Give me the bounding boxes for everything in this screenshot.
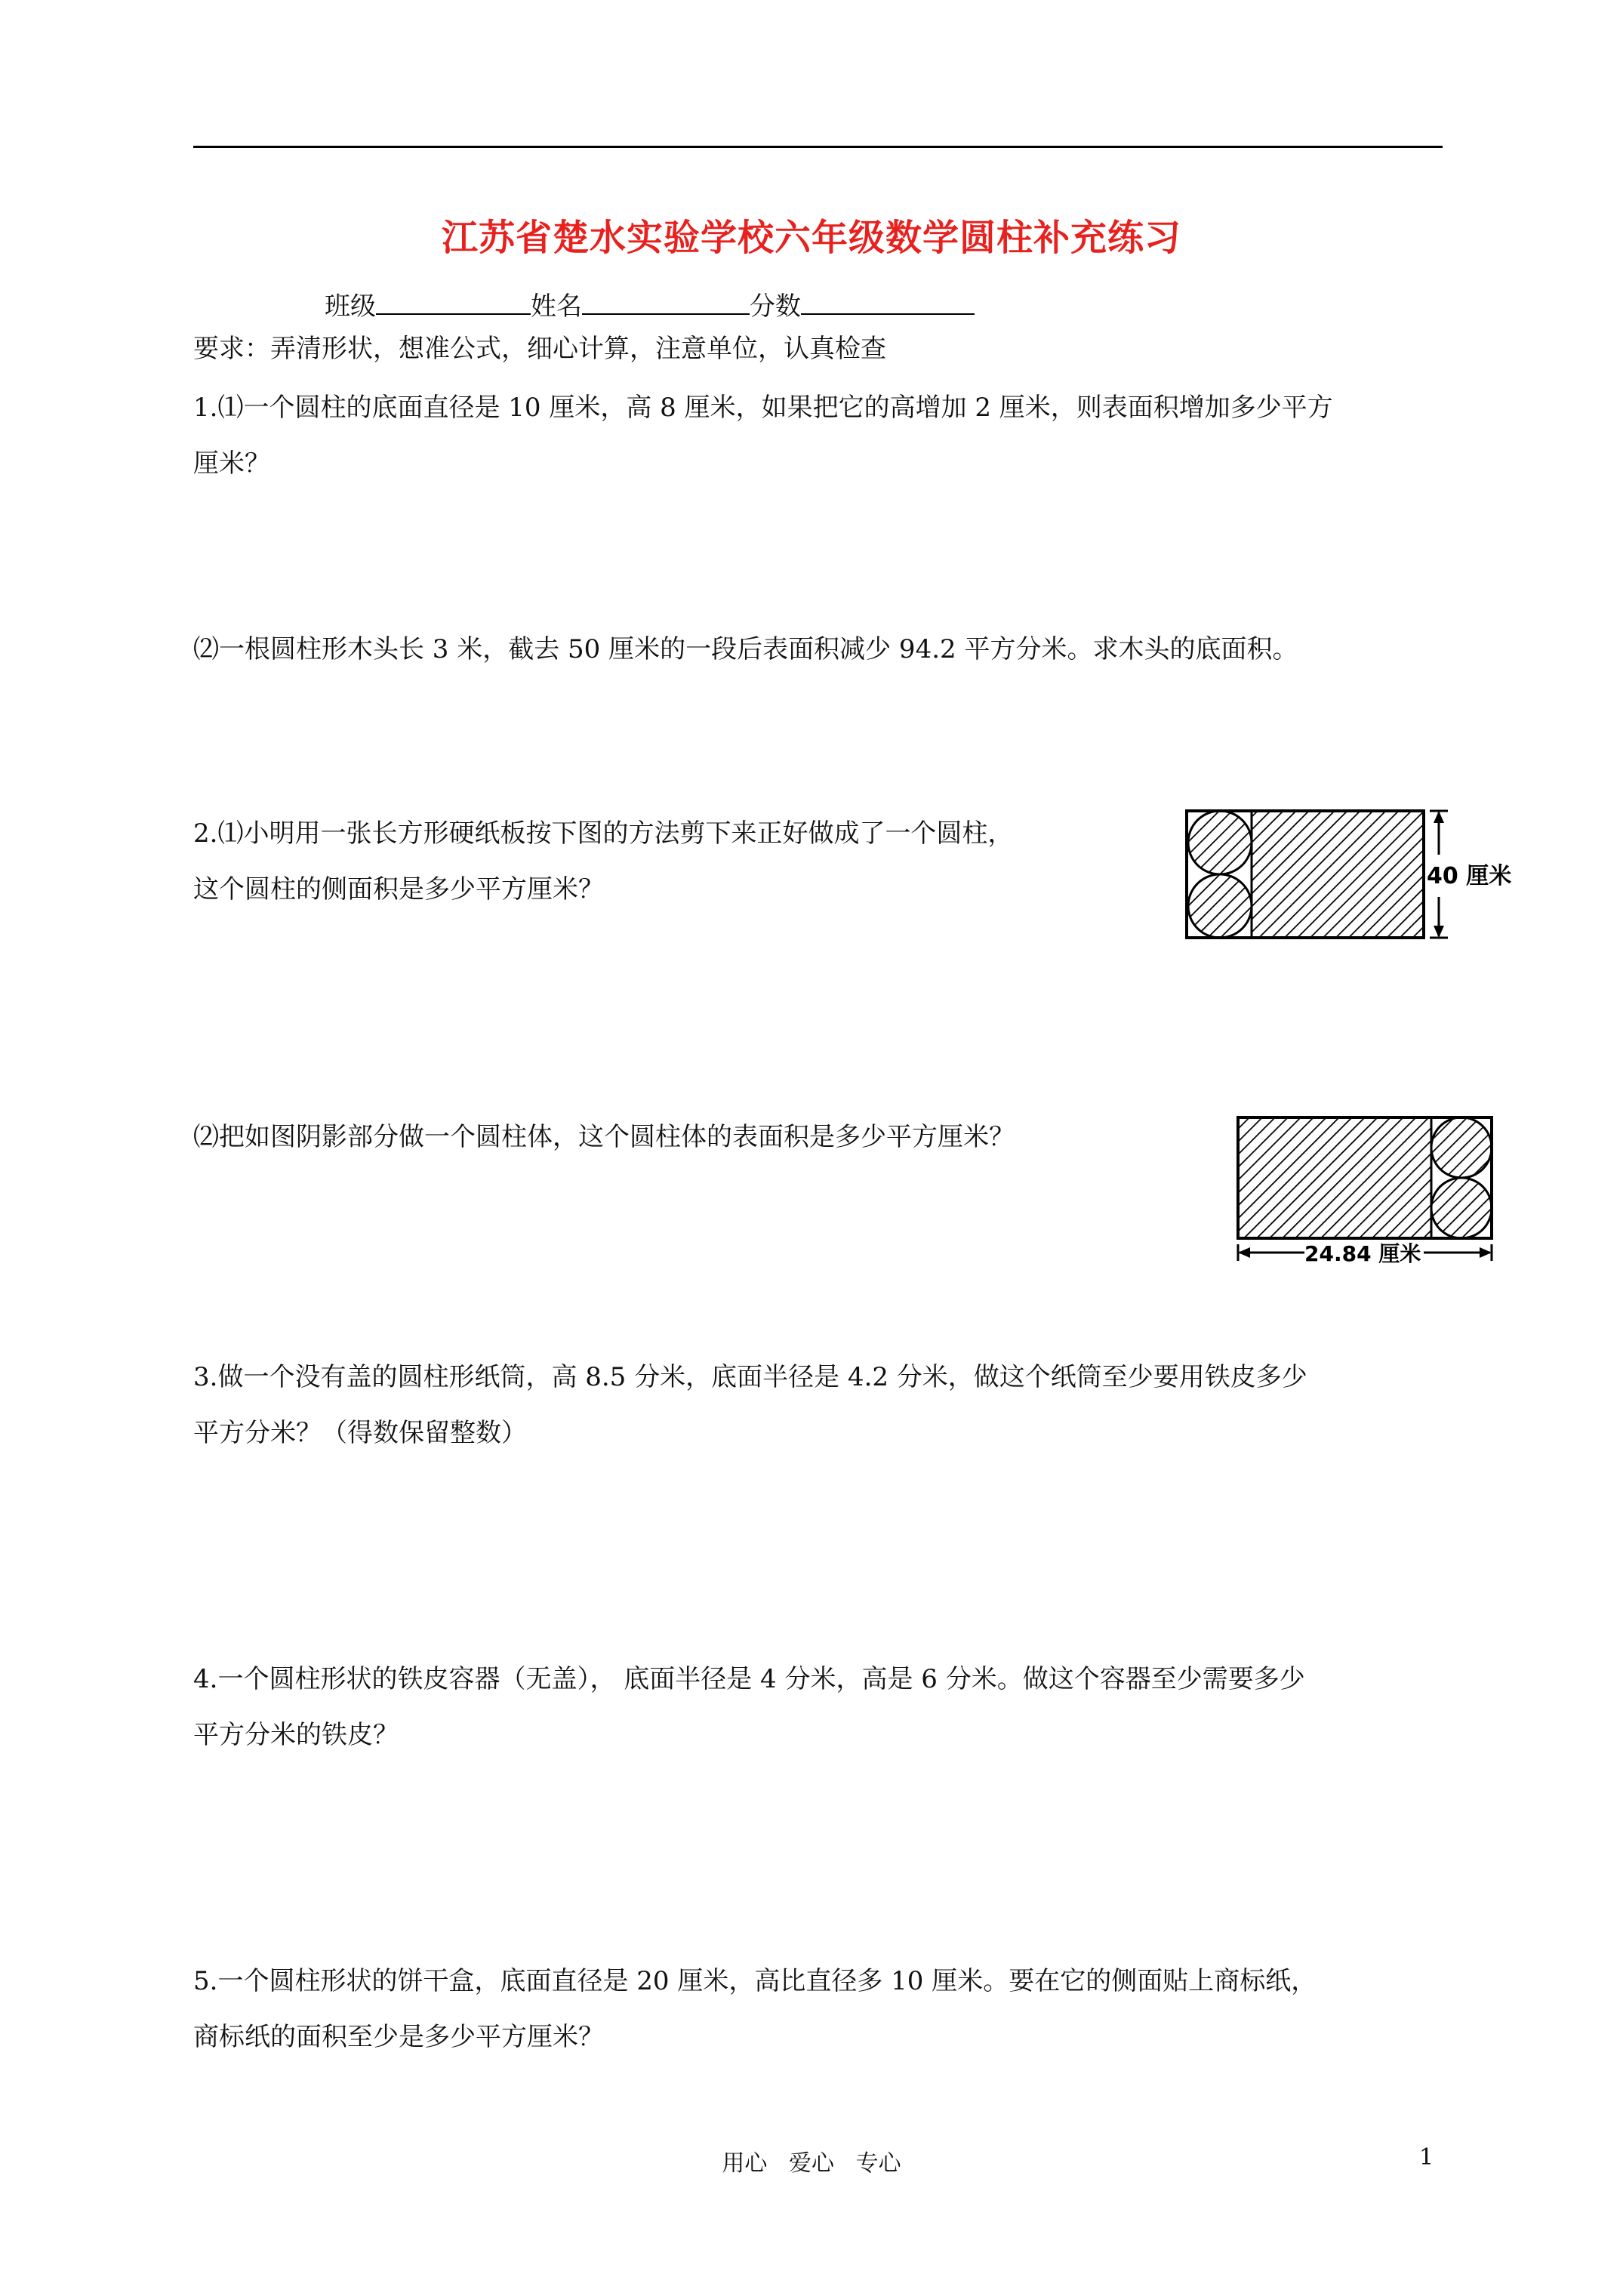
score-label: 分数 <box>750 291 801 322</box>
header-rule <box>193 146 1443 148</box>
q1-1-line2: 厘米？ <box>193 448 270 479</box>
q1-1-line1: 1.⑴一个圆柱的底面直径是 10 厘米，高 8 厘米，如果把它的高增加 2 厘米，则表面积增加多少平方 <box>193 393 1333 423</box>
figure-1-shaded-rectangle <box>1252 811 1424 938</box>
q2-1-line2: 这个圆柱的侧面积是多少平方厘米？ <box>193 874 604 905</box>
q2-1-line1: 2.⑴小明用一张长方形硬纸板按下图的方法剪下来正好做成了一个圆柱， <box>193 818 1014 849</box>
q5-line2: 商标纸的面积至少是多少平方厘米？ <box>193 2022 604 2052</box>
class-label: 班级 <box>325 291 376 322</box>
name-blank[interactable] <box>582 288 750 315</box>
q1-2: ⑵一根圆柱形木头长 3 米，截去 50 厘米的一段后表面积减少 94.2 平方分米。求木头的底面积。 <box>193 634 1298 664</box>
q2-2: ⑵把如图阴影部分做一个圆柱体，这个圆柱体的表面积是多少平方厘米？ <box>193 1122 1015 1152</box>
page-number: 1 <box>1419 2144 1434 2171</box>
class-blank[interactable] <box>376 288 531 315</box>
figure-2-circle-top <box>1431 1117 1492 1178</box>
figure-2-circle-bottom <box>1431 1178 1492 1238</box>
page-title: 江苏省楚水实验学校六年级数学圆柱补充练习 <box>441 217 1181 259</box>
q4-line1: 4.一个圆柱形状的铁皮容器（无盖）， 底面半径是 4 分米，高是 6 分米。做这个容器至少需要多少 <box>193 1664 1305 1694</box>
figure-1-circle-bottom <box>1188 874 1252 938</box>
figure-2-shaded-rectangle <box>1238 1117 1431 1238</box>
q4-line2: 平方分米的铁皮？ <box>193 1720 399 1750</box>
figure-2-rectangle-cylinder-net <box>1230 1110 1502 1268</box>
q3-line2: 平方分米？（得数保留整数） <box>193 1418 527 1448</box>
name-label: 姓名 <box>531 291 582 322</box>
figure-2-length-label: 24.84 厘米 <box>1304 1241 1421 1266</box>
q5-line1: 5.一个圆柱形状的饼干盒，底面直径是 20 厘米，高比直径多 10 厘米。要在它的侧面贴上商标纸， <box>193 1966 1317 1996</box>
q3-line1: 3.做一个没有盖的圆柱形纸筒，高 8.5 分米，底面半径是 4.2 分米，做这个纸筒至少要用铁皮多少 <box>193 1362 1307 1392</box>
figure-1-height-label: 40 厘米 <box>1427 863 1512 889</box>
figure-1-circle-top <box>1188 811 1252 874</box>
figure-1-rectangle-cylinder-net <box>1178 800 1540 951</box>
requirements: 要求：弄清形状，想准公式，细心计算，注意单位，认真检查 <box>193 334 886 364</box>
footer-motto: 用心 爱心 专心 <box>722 2150 901 2177</box>
score-blank[interactable] <box>801 288 975 315</box>
